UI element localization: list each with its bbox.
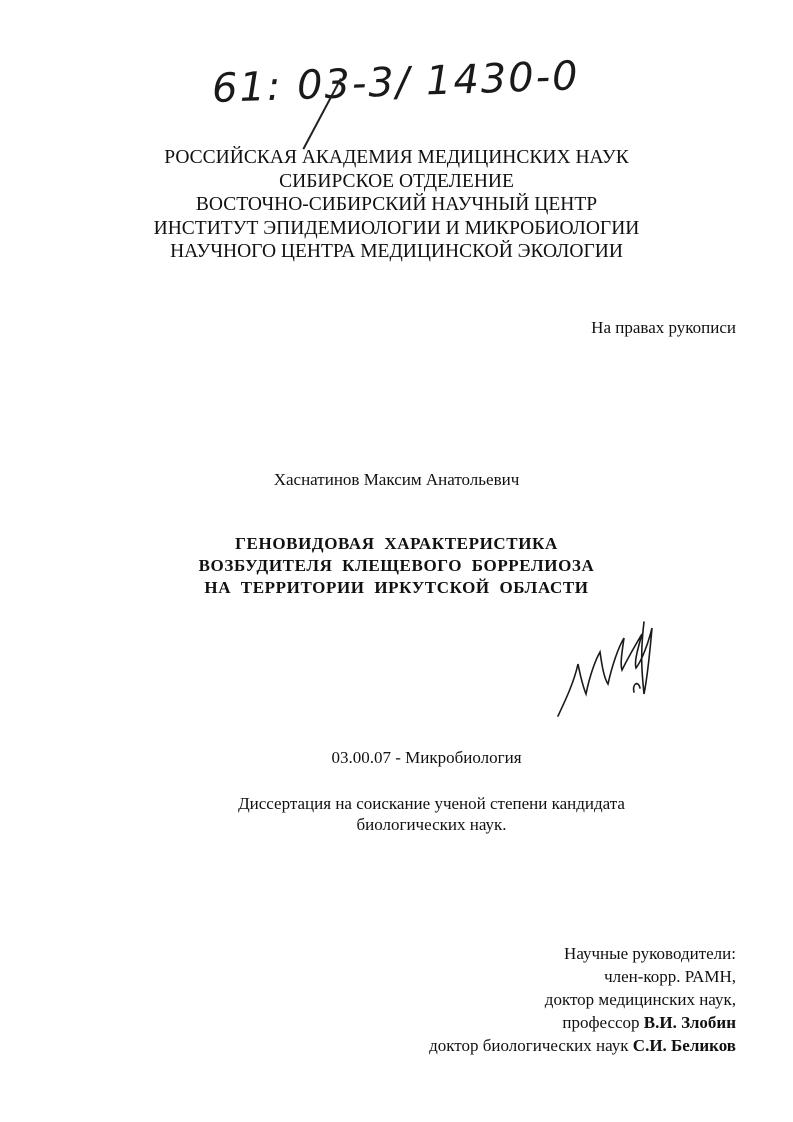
- supervisor-belikov-name: С.И. Беликов: [632, 1036, 736, 1055]
- supervisor-belikov: [429, 1034, 736, 1057]
- author-name: Хаснатинов Максим Анатольевич: [273, 470, 520, 489]
- org-line-center: ВОСТОЧНО-СИБИРСКИЙ НАУЧНЫЙ ЦЕНТР: [195, 194, 598, 215]
- title-line-2: ВОЗБУДИТЕЛЯ КЛЕЩЕВОГО БОРРЕЛИОЗА: [198, 556, 595, 575]
- org-line-ecology-center: НАУЧНОГО ЦЕНТРА МЕДИЦИНСКОЙ ЭКОЛОГИИ: [170, 241, 623, 262]
- supervisor-zlobin: [429, 1011, 736, 1034]
- thesis-title: [0, 533, 793, 599]
- organization-header: [120, 146, 673, 264]
- title-line-1: ГЕНОВИДОВАЯ ХАРАКТЕРИСТИКА: [235, 534, 558, 553]
- degree-line-2: биологических наук.: [356, 815, 507, 834]
- org-line-institute: ИНСТИТУТ ЭПИДЕМИОЛОГИИ И МИКРОБИОЛОГИИ: [153, 217, 640, 239]
- org-line-academy: РОССИЙСКАЯ АКАДЕМИЯ МЕДИЦИНСКИХ НАУК: [164, 147, 629, 168]
- supervisor-zlobin-name: В.И. Злобин: [643, 1013, 736, 1032]
- org-line-branch: СИБИРСКОЕ ОТДЕЛЕНИЕ: [279, 170, 514, 192]
- degree-line-1: Диссертация на соискание ученой степени кандидата: [238, 794, 625, 813]
- degree-statement: [0, 793, 793, 835]
- handwritten-signature: [548, 604, 668, 724]
- supervisors-block: [429, 942, 736, 1057]
- supervisor-zlobin-rank: профессор: [562, 1013, 640, 1032]
- supervisor-title-2: доктор медицинских наук,: [544, 990, 736, 1009]
- supervisors-heading: Научные руководители:: [564, 944, 736, 963]
- title-line-3: НА ТЕРРИТОРИИ ИРКУТСКОЙ ОБЛАСТИ: [204, 578, 589, 597]
- archive-code: 61: 03-3/ 1430-0: [211, 53, 581, 112]
- supervisor-belikov-rank: доктор биологических наук: [429, 1036, 629, 1055]
- supervisor-title-1: член-корр. РАМН,: [604, 967, 736, 986]
- specialty-code: 03.00.07 - Микробиология: [331, 748, 522, 767]
- manuscript-note: На правах рукописи: [591, 318, 736, 337]
